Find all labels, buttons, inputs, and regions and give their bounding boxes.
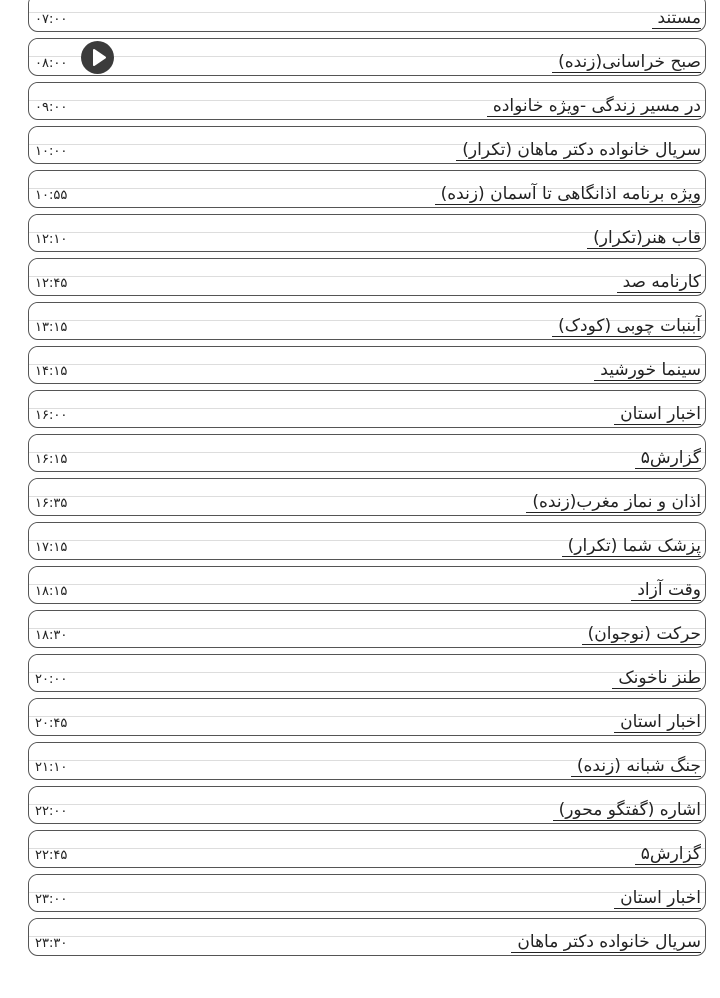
row-top — [29, 567, 705, 585]
program-time: ۰۹:۰۰ — [35, 100, 68, 115]
schedule-item[interactable] — [28, 390, 706, 428]
program-title[interactable]: پزشک شما (تکرار) — [562, 536, 701, 557]
schedule-item[interactable] — [28, 698, 706, 736]
program-title[interactable]: کارنامه صد — [617, 272, 701, 293]
program-title[interactable]: گزارش۵ — [635, 844, 701, 865]
program-time: ۲۰:۰۰ — [35, 672, 68, 687]
row-top — [29, 831, 705, 849]
program-title[interactable]: حرکت (نوجوان) — [582, 624, 701, 645]
program-title[interactable]: در مسیر زندگی -ویژه خانواده — [487, 96, 701, 117]
schedule-list — [28, 0, 706, 962]
program-title[interactable]: اخبار استان — [614, 712, 701, 733]
schedule-item-current[interactable] — [28, 38, 706, 76]
program-title[interactable]: اخبار استان — [614, 404, 701, 425]
program-time: ۲۲:۰۰ — [35, 804, 68, 819]
program-time: ۲۰:۴۵ — [35, 716, 68, 731]
row-top — [29, 0, 705, 13]
play-icon[interactable] — [81, 41, 114, 74]
schedule-item[interactable] — [28, 82, 706, 120]
row-top — [29, 875, 705, 893]
schedule-item[interactable] — [28, 434, 706, 472]
program-time: ۱۶:۰۰ — [35, 408, 68, 423]
program-time: ۱۰:۰۰ — [35, 144, 68, 159]
program-title[interactable]: سریال خانواده دکتر ماهان (تکرار) — [456, 140, 701, 161]
program-time: ۱۸:۳۰ — [35, 628, 68, 643]
program-title[interactable]: آبنبات چوبی (کودک) — [552, 316, 701, 337]
program-title[interactable]: طنز ناخونک — [612, 668, 701, 689]
program-time: ۲۳:۰۰ — [35, 892, 68, 907]
program-time: ۲۱:۱۰ — [35, 760, 68, 775]
program-title[interactable]: جنگ شبانه (زنده) — [571, 756, 701, 777]
schedule-item[interactable] — [28, 0, 706, 32]
program-title[interactable]: مستند — [652, 8, 701, 29]
row-top — [29, 435, 705, 453]
schedule-item[interactable] — [28, 654, 706, 692]
schedule-item[interactable] — [28, 126, 706, 164]
program-time: ۰۷:۰۰ — [35, 12, 68, 27]
row-top — [29, 655, 705, 673]
program-time: ۲۳:۳۰ — [35, 936, 68, 951]
program-time: ۱۶:۱۵ — [35, 452, 68, 467]
schedule-item[interactable] — [28, 522, 706, 560]
schedule-item[interactable] — [28, 170, 706, 208]
schedule-item[interactable] — [28, 478, 706, 516]
program-time: ۲۲:۴۵ — [35, 848, 68, 863]
program-time: ۱۶:۳۵ — [35, 496, 68, 511]
schedule-item[interactable] — [28, 346, 706, 384]
program-time: ۱۷:۱۵ — [35, 540, 68, 555]
program-time: ۱۲:۱۰ — [35, 232, 68, 247]
program-title[interactable]: صبح خراسانی(زنده) — [552, 52, 701, 73]
row-top — [29, 391, 705, 409]
program-title[interactable]: اذان و نماز مغرب(زنده) — [526, 492, 701, 513]
program-title[interactable]: گزارش۵ — [635, 448, 701, 469]
program-time: ۱۲:۴۵ — [35, 276, 68, 291]
schedule-item[interactable] — [28, 918, 706, 956]
schedule-item[interactable] — [28, 566, 706, 604]
program-time: ۱۴:۱۵ — [35, 364, 68, 379]
program-time: ۱۰:۵۵ — [35, 188, 68, 203]
program-time: ۱۳:۱۵ — [35, 320, 68, 335]
program-time: ۱۸:۱۵ — [35, 584, 68, 599]
schedule-item[interactable] — [28, 830, 706, 868]
program-title[interactable]: قاب هنر(تکرار) — [587, 228, 701, 249]
program-title[interactable]: سینما خورشید — [594, 360, 701, 381]
program-title[interactable]: سریال خانواده دکتر ماهان — [511, 932, 701, 953]
program-title[interactable]: اشاره (گفتگو محور) — [553, 800, 701, 821]
program-title[interactable]: وقت آزاد — [631, 580, 701, 601]
row-top — [29, 699, 705, 717]
schedule-item[interactable] — [28, 258, 706, 296]
row-top — [29, 259, 705, 277]
schedule-item[interactable] — [28, 874, 706, 912]
schedule-item[interactable] — [28, 610, 706, 648]
schedule-item[interactable] — [28, 786, 706, 824]
program-title[interactable]: اخبار استان — [614, 888, 701, 909]
schedule-item[interactable] — [28, 214, 706, 252]
schedule-item[interactable] — [28, 742, 706, 780]
schedule-item[interactable] — [28, 302, 706, 340]
program-time: ۰۸:۰۰ — [35, 56, 68, 71]
program-title[interactable]: ویژه برنامه اذانگاهی تا آسمان (زنده) — [435, 184, 701, 205]
